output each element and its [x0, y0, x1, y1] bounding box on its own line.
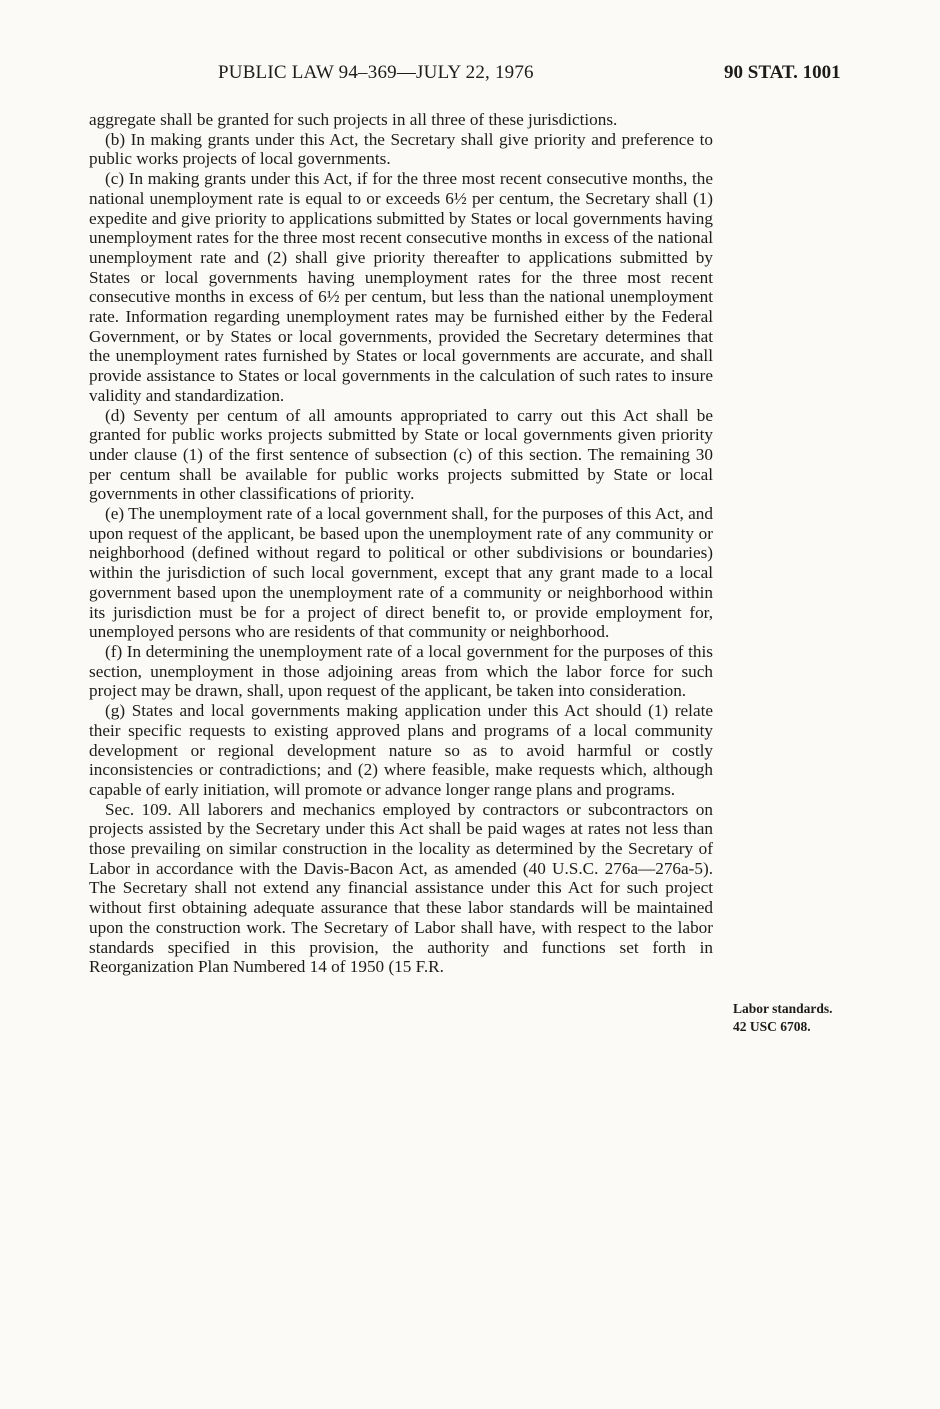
page-header	[0, 62, 940, 86]
margin-note-citation: 42 USC 6708.	[733, 1019, 811, 1034]
paragraph-g: (g) States and local governments making application under this Act should (1) relate their specific requests to existing approved plans and programs of a local community development or regional development nature so as to avoid harmful or costly inconsistencies or contradictions; and (2) where feasible, make requests which, although capable of early initiation, will promote or advance longer range plans and programs.	[89, 701, 713, 799]
paragraph-e: (e) The unemployment rate of a local government shall, for the purposes of this Act, and upon request of the applicant, be based upon the unemployment rate of any community or neighborhood (defined without regard to political or other subdivisions or boundaries) within the jurisdiction of such local government, except that any grant made to a local government based upon the unemployment rate of a community or neighborhood within its jurisdiction must be for a project of direct benefit to, or provide employment for, unemployed persons who are residents of that community or neighborhood.	[89, 504, 713, 642]
paragraph-continuation: aggregate shall be granted for such projects in all three of these jurisdictions.	[89, 110, 618, 129]
statute-page-number: 90 STAT. 1001	[724, 62, 841, 83]
paragraph-b: (b) In making grants under this Act, the Secretary shall give priority and preference to public works projects of local governments.	[89, 129, 713, 169]
section-109: Sec. 109. All laborers and mechanics employed by contractors or subcontractors on projects assisted by the Secretary under this Act shall be paid wages at rates not less than those prevailing on similar construction in the locality as determined by the Secretary of Labor in accordance with the Davis-Bacon Act, as amended (40 U.S.C. 276a—276a-5). The Secretary shall not extend any financial assistance under this Act for such project without first obtaining adequate assurance that these labor standards will be maintained upon the construction work. The Secretary of Labor shall have, with respect to the labor standards specified in this provision, the authority and functions set forth in Reorganization Plan Numbered 14 of 1950 (15 F.R.	[89, 799, 713, 977]
running-head-title: PUBLIC LAW 94–369—JULY 22, 1976	[218, 62, 534, 83]
paragraph-c: (c) In making grants under this Act, if for the three most recent consecutive months, the national unemployment rate is equal to or exceeds 6½ per centum, the Secretary shall (1) expedite and give priority to applications submitted by States or local governments having unemployment rates for the three most recent consecutive months in excess of the national unemployment rate and (2) shall give priority thereafter to applications submitted by States or local governments having unemployment rates for the three most recent consecutive months in excess of 6½ per centum, but less than the national unemployment rate. Information regarding unemployment rates may be furnished either by the Federal Government, or by States or local governments, provided the Secretary determines that the unemployment rates furnished by States or local governments are accurate, and shall provide assistance to States or local governments in the calculation of such rates to insure validity and standardization.	[89, 169, 713, 405]
margin-note	[733, 1000, 863, 1036]
paragraph-d: (d) Seventy per centum of all amounts appropriated to carry out this Act shall be granted for public works projects submitted by State or local governments given priority under clause (1) of the first sentence of subsection (c) of this section. The remaining 30 per centum shall be available for public works projects submitted by State or local governments in other classifications of priority.	[89, 405, 713, 504]
paragraph-f: (f) In determining the unemployment rate of a local government for the purposes of this section, unemployment in those adjoining areas from which the labor force for such project may be drawn, shall, upon request of the applicant, be taken into consideration.	[89, 641, 713, 701]
statute-body	[89, 110, 713, 977]
margin-note-topic: Labor standards.	[733, 1001, 833, 1016]
